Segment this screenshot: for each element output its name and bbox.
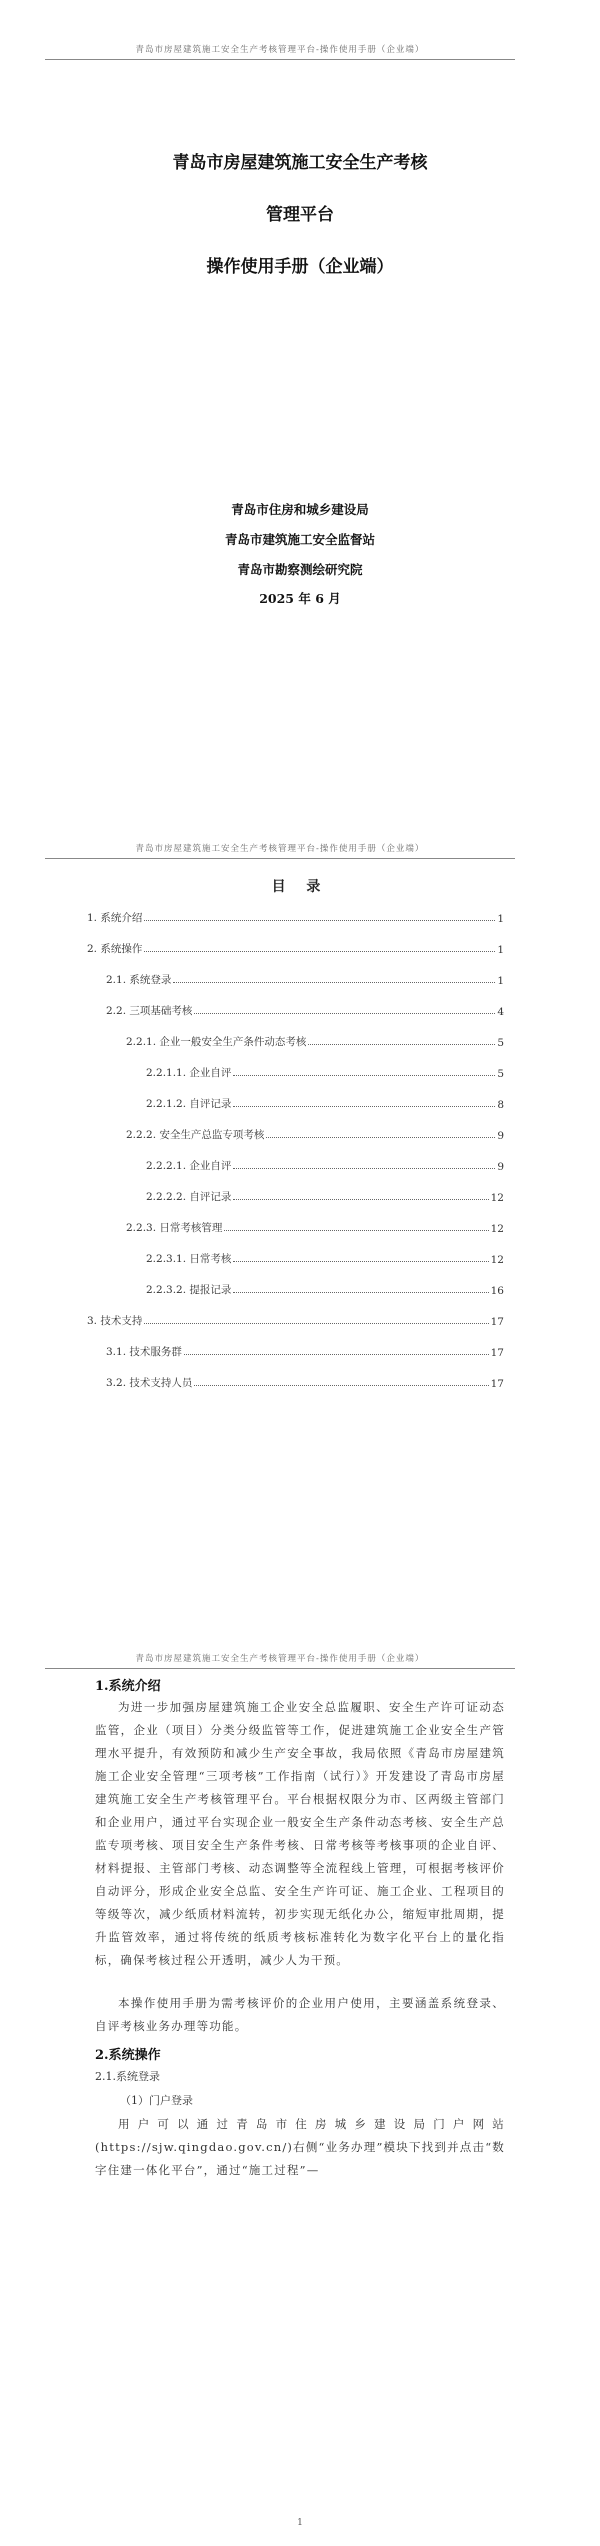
- toc-leader: [173, 982, 495, 983]
- toc-entry-title: 2.2.1.1. 企业自评: [146, 1067, 232, 1079]
- toc-entry-page: 5: [497, 1068, 504, 1080]
- cover-date: 2025 年 6 月: [259, 591, 341, 606]
- toc-entry-title: 3.2. 技术支持人员: [106, 1377, 193, 1389]
- login-paragraph: 用户可以通过青岛市住房城乡建设局门户网站(https://sjw.qingdao.gov.cn/)右侧“业务办理”模块下找到并点击“数字住建一体化平台”，通过“施工过程”—: [95, 2117, 505, 2177]
- toc-entry-title: 2.2.2.2. 自评记录: [146, 1191, 232, 1203]
- toc-leader: [184, 1354, 489, 1355]
- toc-leader: [144, 1323, 488, 1324]
- running-header: 青岛市房屋建筑施工安全生产考核管理平台-操作使用手册（企业端）: [45, 842, 515, 859]
- toc-entry[interactable]: [146, 1093, 504, 1111]
- toc-leader: [194, 1013, 495, 1014]
- toc-leader: [194, 1385, 488, 1386]
- toc-page: [0, 820, 600, 1630]
- toc-entry-page: 1: [497, 975, 504, 987]
- toc-entry-page: 12: [490, 1192, 504, 1204]
- toc-entry-title: 2.2.2. 安全生产总监专项考核: [126, 1129, 265, 1141]
- toc-entry-page: 12: [490, 1223, 504, 1235]
- toc-entry[interactable]: [87, 938, 504, 956]
- toc-entry[interactable]: [146, 1062, 504, 1080]
- toc-entry[interactable]: [87, 907, 504, 925]
- toc-entry-title: 2. 系统操作: [87, 943, 143, 955]
- toc-entry-page: 1: [497, 944, 504, 956]
- toc-entry[interactable]: [146, 1186, 504, 1204]
- toc-entry[interactable]: [106, 1341, 504, 1359]
- toc-leader: [233, 1106, 495, 1107]
- toc-entry[interactable]: [126, 1124, 504, 1142]
- toc-entry-title: 3.1. 技术服务群: [106, 1346, 182, 1358]
- toc-entry-page: 4: [497, 1006, 504, 1018]
- scope-paragraph: 本操作使用手册为需考核评价的企业用户使用，主要涵盖系统登录、自评考核业务办理等功能。: [95, 1996, 505, 2033]
- cover-org-2: 青岛市建筑施工安全监督站: [224, 532, 375, 547]
- toc-entry-page: 17: [490, 1316, 504, 1328]
- toc-leader: [233, 1261, 488, 1262]
- toc-leader: [224, 1230, 488, 1231]
- toc-entry-page: 9: [497, 1161, 504, 1173]
- running-header: 青岛市房屋建筑施工安全生产考核管理平台-操作使用手册（企业端）: [45, 1652, 515, 1669]
- toc-entry[interactable]: [146, 1155, 504, 1173]
- toc-entry-title: 2.2.2.1. 企业自评: [146, 1160, 232, 1172]
- toc-entry-title: 3. 技术支持: [87, 1315, 143, 1327]
- toc-entry-page: 1: [497, 913, 504, 925]
- toc-entry-page: 16: [490, 1285, 504, 1297]
- section-heading-2-1: 2.1.系统登录: [95, 2070, 160, 2083]
- toc-entry[interactable]: [146, 1279, 504, 1297]
- toc-leader: [144, 951, 495, 952]
- toc-entry-title: 2.2.1.2. 自评记录: [146, 1098, 232, 1110]
- toc-entry-title: 2.2.3.2. 提报记录: [146, 1284, 232, 1296]
- cover-title-line1: 青岛市房屋建筑施工安全生产考核: [172, 153, 428, 173]
- toc-entry[interactable]: [146, 1248, 504, 1266]
- toc-entry-page: 5: [497, 1037, 504, 1049]
- section-heading-1: 1.系统介绍: [95, 1679, 161, 1694]
- cover-title-line3: 操作使用手册（企业端）: [206, 257, 394, 277]
- toc-heading: 目 录: [271, 879, 329, 895]
- toc-leader: [233, 1075, 495, 1076]
- toc-entry-title: 1. 系统介绍: [87, 912, 143, 924]
- body-page: [0, 1630, 600, 2546]
- cover-org-1: 青岛市住房和城乡建设局: [231, 502, 369, 517]
- toc-leader: [233, 1199, 488, 1200]
- toc-leader: [266, 1137, 495, 1138]
- toc-leader: [308, 1044, 495, 1045]
- toc-leader: [233, 1168, 495, 1169]
- toc-entry-page: 17: [490, 1347, 504, 1359]
- toc-entry[interactable]: [87, 1310, 504, 1328]
- toc-leader: [233, 1292, 488, 1293]
- toc-entry[interactable]: [106, 969, 504, 987]
- page-number: 1: [297, 2518, 303, 2528]
- section-heading-portal-login: （1）门户登录: [120, 2094, 193, 2107]
- toc-entry[interactable]: [106, 1372, 504, 1390]
- toc-entry[interactable]: [126, 1031, 504, 1049]
- toc-entry-page: 12: [490, 1254, 504, 1266]
- toc-entry-page: 17: [490, 1378, 504, 1390]
- running-header: 青岛市房屋建筑施工安全生产考核管理平台-操作使用手册（企业端）: [45, 43, 515, 60]
- cover-title-line2: 管理平台: [266, 205, 334, 225]
- toc-entry-title: 2.1. 系统登录: [106, 974, 172, 986]
- intro-paragraph: 为进一步加强房屋建筑施工企业安全总监履职、安全生产许可证动态监管，企业（项目）分类分级监管等工作，促进建筑施工企业安全生产管理水平提升，有效预防和减少生产安全事故，我局依照《青岛市房屋建筑施工企业安全管理“三项考核”工作指南（试行）》开发建设了青岛市房屋建筑施工安全生产考核管理平台。平台根据权限分为市、区两级主管部门和企业用户，通过平台实现企业一般安全生产条件动态考核、安全生产总监专项考核、项目安全生产条件考核、日常考核等考核事项的企业自评、材料提报、主管部门考核、动态调整等全流程线上管理，可根据考核评价自动评分，形成企业安全总监、安全生产许可证、施工企业、工程项目的等级等次，减少纸质材料流转，初步实现无纸化办公，缩短审批周期，提升监管效率，通过将传统的纸质考核标准转化为数字化平台上的量化指标，确保考核过程公开透明，减少人为干预。: [95, 1700, 505, 1967]
- toc-entry-title: 2.2. 三项基础考核: [106, 1005, 193, 1017]
- toc-entry-title: 2.2.1. 企业一般安全生产条件动态考核: [126, 1036, 307, 1048]
- section-heading-2: 2.系统操作: [95, 2048, 161, 2063]
- toc-entry-title: 2.2.3.1. 日常考核: [146, 1253, 232, 1265]
- toc-entry[interactable]: [106, 1000, 504, 1018]
- cover-org-3: 青岛市勘察测绘研究院: [237, 562, 363, 577]
- toc-entry-title: 2.2.3. 日常考核管理: [126, 1222, 223, 1234]
- toc-entry[interactable]: [126, 1217, 504, 1235]
- cover-page: [0, 0, 600, 820]
- toc-entry-page: 9: [497, 1130, 504, 1142]
- toc-leader: [144, 920, 495, 921]
- toc-entry-page: 8: [497, 1099, 504, 1111]
